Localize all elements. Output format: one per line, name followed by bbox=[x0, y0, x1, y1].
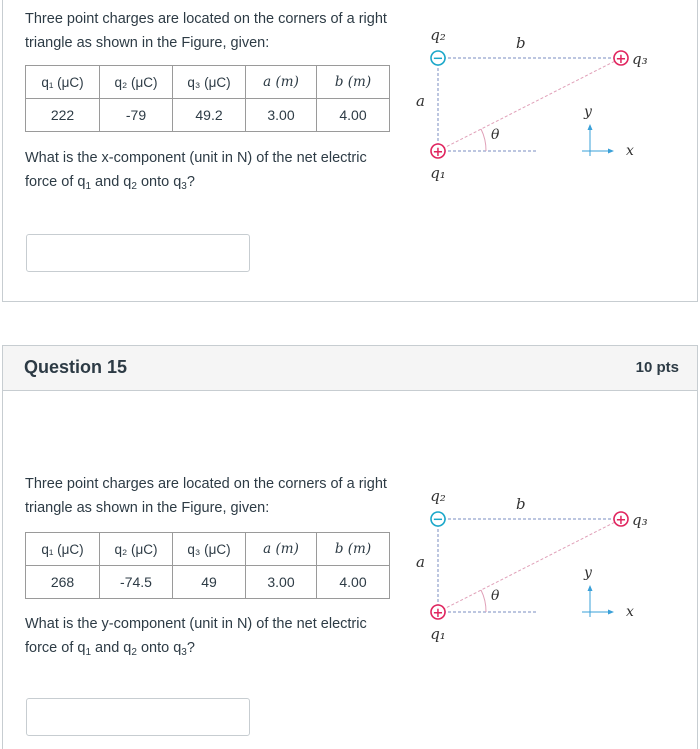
label-q3: q₃ bbox=[632, 511, 648, 529]
label-x: x bbox=[626, 143, 634, 159]
header-b: b (m) bbox=[317, 66, 390, 99]
header-q3: q₃ (μC) bbox=[173, 66, 246, 99]
table-header-row bbox=[26, 533, 390, 566]
label-theta: θ bbox=[491, 588, 500, 604]
question-title: Question 15 bbox=[24, 357, 128, 377]
header-a: a (m) bbox=[246, 533, 317, 566]
header-q1: q₁ (μC) bbox=[26, 66, 100, 99]
label-q2: q₂ bbox=[430, 487, 446, 505]
header-q3: q₃ (μC) bbox=[173, 533, 246, 566]
question-card bbox=[2, 345, 698, 749]
label-q1: q₁ bbox=[430, 164, 446, 182]
triangle-figure bbox=[408, 487, 658, 643]
value-q2: -79 bbox=[100, 99, 173, 132]
x-arrowhead-icon bbox=[608, 610, 614, 615]
given-values-table bbox=[25, 532, 390, 599]
label-theta: θ bbox=[491, 127, 500, 143]
x-arrowhead-icon bbox=[608, 149, 614, 154]
answer-input[interactable] bbox=[26, 234, 250, 272]
label-q2: q₂ bbox=[430, 26, 446, 44]
label-y: y bbox=[584, 565, 592, 581]
hypotenuse-line bbox=[438, 519, 621, 612]
minus-sign-icon: − bbox=[432, 51, 444, 67]
header-q2: q₂ (μC) bbox=[100, 66, 173, 99]
minus-sign-icon: − bbox=[432, 512, 444, 528]
value-a: 3.00 bbox=[246, 99, 317, 132]
header-b: b (m) bbox=[317, 533, 390, 566]
label-a: a bbox=[416, 92, 425, 110]
y-arrowhead-icon bbox=[588, 124, 593, 130]
label-y: y bbox=[584, 104, 592, 120]
question-header bbox=[3, 346, 697, 391]
question-text: What is the x-component (unit in N) of the net electric force of $q_1$ and $q_2$ onto $q_3$? bbox=[25, 150, 367, 192]
table-header-row bbox=[26, 66, 390, 99]
label-b: b bbox=[516, 34, 526, 52]
question-text: What is the y-component (unit in N) of the net electric force of $q_1$ and $q_2$ onto $q_3$? bbox=[25, 616, 367, 658]
label-q3: q₃ bbox=[632, 50, 648, 68]
plus-sign-icon: + bbox=[615, 513, 627, 528]
y-arrowhead-icon bbox=[588, 585, 593, 591]
question-intro: Three point charges are located on the corners of a right triangle as shown in the Figure, given: bbox=[25, 11, 387, 51]
plus-sign-icon: + bbox=[432, 606, 444, 621]
hypotenuse-line bbox=[438, 58, 621, 151]
question-points: 10 pts bbox=[635, 359, 679, 376]
label-a: a bbox=[416, 553, 425, 571]
theta-arc bbox=[481, 590, 486, 612]
value-q1: 222 bbox=[26, 99, 100, 132]
label-b: b bbox=[516, 495, 526, 513]
header-a: a (m) bbox=[246, 66, 317, 99]
plus-sign-icon: + bbox=[615, 52, 627, 67]
answer-input[interactable] bbox=[26, 698, 250, 736]
value-q3: 49.2 bbox=[173, 99, 246, 132]
value-b: 4.00 bbox=[317, 566, 390, 599]
plus-sign-icon: + bbox=[432, 145, 444, 160]
header-q2: q₂ (μC) bbox=[100, 533, 173, 566]
value-q1: 268 bbox=[26, 566, 100, 599]
question-card bbox=[2, 0, 698, 302]
label-x: x bbox=[626, 604, 634, 620]
value-a: 3.00 bbox=[246, 566, 317, 599]
theta-arc bbox=[481, 129, 486, 151]
value-b: 4.00 bbox=[317, 99, 390, 132]
given-values-table bbox=[25, 65, 390, 132]
triangle-figure bbox=[408, 26, 658, 182]
label-q1: q₁ bbox=[430, 625, 446, 643]
value-q3: 49 bbox=[173, 566, 246, 599]
question-intro: Three point charges are located on the corners of a right triangle as shown in the Figure, given: bbox=[25, 476, 387, 516]
table-value-row bbox=[26, 99, 390, 132]
table-value-row bbox=[26, 566, 390, 599]
value-q2: -74.5 bbox=[100, 566, 173, 599]
header-q1: q₁ (μC) bbox=[26, 533, 100, 566]
